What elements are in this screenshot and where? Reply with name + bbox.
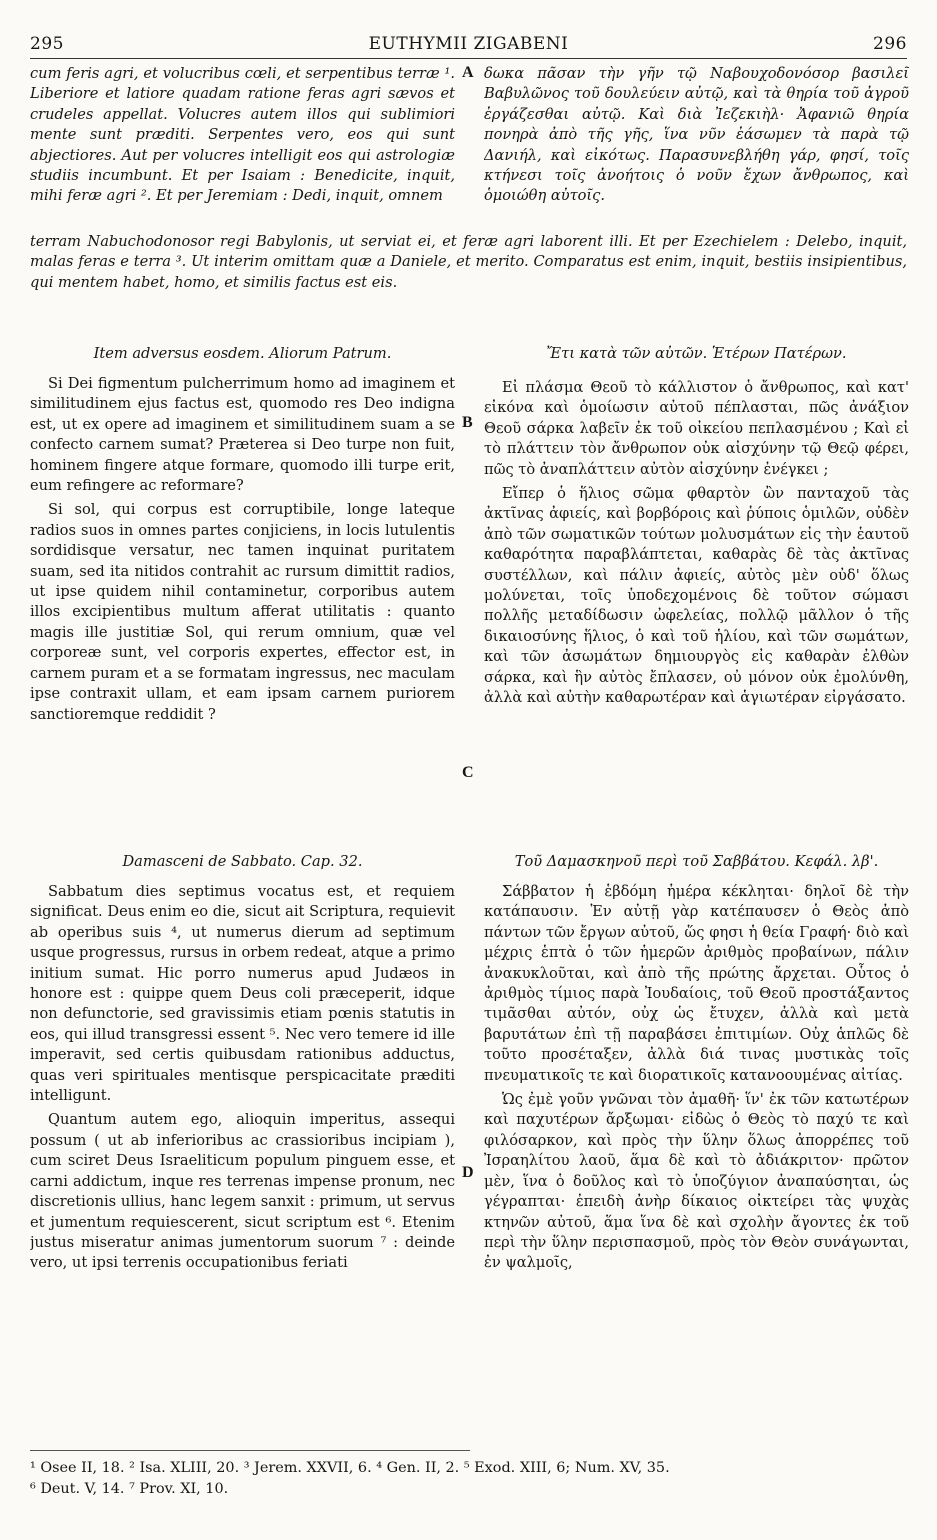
greek-paragraph: Σάββατον ἡ ἑβδόμη ἡμέρα κέκληται· δηλοῖ δὲ τὴν κατάπαυσιν. Ἐν αὐτῇ γὰρ κατέπαυσεν ὁ Θεὸς ἀπὸ πάντων τῶν ἔργων αὐτοῦ, ὥς φησι ἡ θεία Γραφή· διὸ καὶ μέχρις ἑπτὰ ὁ τῶν ἡμερῶν ἀριθμὸς προβαίνων, πάλιν ἀνακυκλοῦται, καὶ ἀπὸ τῆς πρώτης ἄρχεται. Οὗτος ὁ ἀριθμὸς τίμιος παρὰ Ἰουδαίοις, τοῦ Θεοῦ προστάξαντος τιμᾶσθαι αὐτόν, οὐχ ὡς ἔτυχεν, ἀλλὰ καὶ μετὰ βαρυτάτων ἐπὶ τῇ παραβάσει ἐπιτιμίων. Οὐχ ἁπλῶς δὲ τοῦτο προσέταξεν, ἀλλὰ διά τινας μυστικὰς τοῖς πνευματικοῖς τε καὶ διορατικοῖς κατανοουμένας αἰτίας. xyxy=(484,883,909,1084)
page-header xyxy=(30,34,907,59)
latin-paragraph: Si sol, qui corpus est corruptibile, longe lateque radios suos in omnes partes conjiciens, in locis lutulentis sordidisque versatur, nec tamen inquinat puritatem suam, sed ita nitidos contrahit ac rursum dimittit radios, ut ipse quidem nihil contaminetur, corporibus autem illos excipientibus multum afferat utilitatis : quanto magis ille justitiæ Sol, qui rerum omnium, quæ vel corporeæ sunt, vel corporis expertes, effector est, in carnem puram et a se formatam ingressus, nec maculam ipse contraxit ullam, et eam ipsam carnem puriorem sanctioremque reddidit ? xyxy=(30,501,455,723)
latin-paragraph: Sabbatum dies septimus vocatus est, et requiem significat. Deus enim eo die, sicut ait Scriptura, requievit ab operibus suis ⁴, ut numerus dierum ad septimum usque progressus, rursus in orbem redeat, atque a primo initium sumat. Hic porro numerus apud Judæos in honore est : quippe quem Deus coli præceperit, idque non defunctorie, sed gravissimis etiam pœnis statutis in eos, qui illud transgressi essent ⁵. Nec vero temere id ille imperavit, sed certis quibusdam rationibus adductus, quas veri spirituales mentisque perspicacitate præditi intelligunt. xyxy=(30,883,455,1105)
latin-column-top xyxy=(30,64,455,232)
margin-marker-d: D xyxy=(462,1164,474,1181)
footnotes xyxy=(30,1458,910,1500)
latin-full-width-continuation: terram Nabuchodonosor regi Babylonis, ut serviat ei, et feræ agri laborent illi. Et per Ezechielem : Delebo, inquit, malas feras e terra ³. Ut interim omittam quæ a Daniele, et merito. Comparatus est enim, inquit, bestiis insipientibus, qui mentem habet, homo, et similis factus est eis. xyxy=(30,233,907,291)
running-title: EUTHYMII ZIGABENI xyxy=(368,34,569,54)
footnote-rule xyxy=(30,1450,470,1451)
greek-column-top xyxy=(484,64,909,232)
footnote-line: ¹ Osee II, 18. ² Isa. XLIII, 20. ³ Jerem. XXVII, 6. ⁴ Gen. II, 2. ⁵ Exod. XIII, 6; Num. XV, 35. xyxy=(30,1460,670,1476)
latin-paragraph: Quantum autem ego, alioquin imperitus, assequi possum ( ut ab inferioribus ac crassioribus incipiam ), cum sciret Deus Israeliticum populum pinguem esse, et carni addictum, inque res terrenas impense pronum, nec discretionis ullius, hanc legem sanxit : primum, ut servus et jumentum requiescerent, sicut scriptum est ⁶. Etenim justus miseratur animas jumentorum suorum ⁷ : deinde vero, ut ipsi terrenis occupationibus feriati xyxy=(30,1111,455,1272)
greek-column-section1 xyxy=(484,378,909,838)
section-heading-greek: Ἔτι κατὰ τῶν αὐτῶν. Ἑτέρων Πατέρων. xyxy=(546,345,847,362)
margin-marker-b: B xyxy=(462,414,473,431)
section-heading-latin: Item adversus eosdem. Aliorum Patrum. xyxy=(93,345,392,362)
greek-column-section2 xyxy=(484,882,909,1438)
greek-paragraph: Εἰ πλάσμα Θεοῦ τὸ κάλλιστον ὁ ἄνθρωπος, καὶ κατ' εἰκόνα καὶ ὁμοίωσιν αὐτοῦ πέπλασται, πῶς ἀνάξιον Θεοῦ σάρκα λαβεῖν ἐκ τοῦ οἰκείου πεπλασμένου ; Καὶ εἰ τὸ πλάττειν τὸν ἄνθρωπον οὐκ αἰσχύνην τῷ Θεῷ φέρει, πῶς τὸ ἀναπλάττειν αὐτὸν αἰσχύνην ἐνέγκει ; xyxy=(484,379,909,478)
page-number-left: 295 xyxy=(30,34,64,54)
latin-paragraph: Si Dei figmentum pulcherrimum homo ad imaginem et similitudinem ejus factus est, quomodo res Deo indigna est, ut ex opere ad imaginem et similitudinem suam a se confecto carnem sumat? Præterea si Deo turpe non fuit, hominem fingere atque formare, quomodo illi turpe erit, eum refingere ac reformare? xyxy=(30,375,455,495)
greek-paragraph: Ὡς ἐμὲ γοῦν γνῶναι τὸν ἀμαθῆ· ἵν' ἐκ τῶν κατωτέρων καὶ παχυτέρων ἄρξωμαι· εἰδὼς ὁ Θεὸς τὸ παχύ τε καὶ φιλόσαρκον, καὶ πρὸς τὴν ὕλην ὅλως ἀπορρέπες τοῦ Ἰσραηλίτου λαοῦ, ἅμα δὲ καὶ τὸ ἀδιάκριτον· πρῶτον μὲν, ἵνα ὁ δοῦλος καὶ τὸ ὑποζύγιον ἀναπαύσηται, ὡς γέγραπται· ἐπειδὴ ἀνὴρ δίκαιος οἰκτείρει τὰς ψυχὰς κτηνῶν αὐτοῦ, ἅμα ἵνα δὲ καὶ σχολὴν ἄγοντες ἐκ τοῦ περὶ τὴν ὕλην περισπασμοῦ, πρὸς τὸν Θεὸν συνάγωνται, ἐν ψαλμοῖς, xyxy=(484,1091,909,1272)
section-heading-latin: Damasceni de Sabbato. Cap. 32. xyxy=(122,853,363,870)
latin-column-section2 xyxy=(30,882,455,1438)
margin-marker-a: A xyxy=(462,64,474,81)
greek-paragraph: Εἴπερ ὁ ἥλιος σῶμα φθαρτὸν ὢν πανταχοῦ τὰς ἀκτῖνας ἀφιείς, καὶ βορβόροις καὶ ῥύποις ὁμιλῶν, οὐδὲν ἀπὸ τῶν σωματικῶν τούτων μολυσμάτων εἰς τὴν ἑαυτοῦ καθαρότητα παραβλάπτεται, καθαρὰς δὲ τὰς ἀκτῖνας συστέλλων, καὶ πάλιν ἀφιείς, αὐτὸς μὲν οὐδ' ὅλως μολύνεται, τοῖς ὑποδεχομένοις δὲ τοῦτον σώμασι πολλῆς μεταδίδωσιν ὠφελείας, πολλῷ μᾶλλον ὁ τῆς δικαιοσύνης ἥλιος, ὁ καὶ τοῦ ἡλίου, καὶ τῶν σωμάτων, καὶ τῶν ἀσωμάτων δημιουργὸς εἰς καθαρὰν ἐλθὼν σάρκα, καὶ ἣν αὐτὸς ἔπλασεν, οὐ μόνον οὐκ ἐμολύνθη, ἀλλὰ καὶ αὐτὴν καθαρωτέραν καὶ ἁγιωτέραν εἰργάσατο. xyxy=(484,485,909,707)
margin-marker-c: C xyxy=(462,764,474,781)
latin-column-section1 xyxy=(30,374,455,844)
latin-paragraph: cum feris agri, et volucribus cœli, et serpentibus terræ ¹. Liberiore et latiore quadam ratione feras agri sævos et crudeles appellat. Volucres autem illos qui sublimiori mente sunt præditi. Serpentes vero, eos qui sunt abjectiores. Aut per volucres intelligit eos qui astrologiæ studiis incumbunt. Et per Isaiam : Benedicite, inquit, mihi feræ agri ². Et per Jeremiam : Dedi, inquit, omnem xyxy=(30,65,455,205)
section-heading-greek: Τοῦ Δαμασκηνοῦ περὶ τοῦ Σαββάτου. Κεφάλ. λβ'. xyxy=(514,853,879,870)
footnote-line: ⁶ Deut. V, 14. ⁷ Prov. XI, 10. xyxy=(30,1481,229,1497)
greek-paragraph: δωκα πᾶσαν τὴν γῆν τῷ Ναβουχοδονόσορ βασιλεῖ Βαβυλῶνος τοῦ δουλεύειν αὐτῷ, καὶ τὰ θηρία τοῦ ἀγροῦ ἐργάζεσθαι αὐτῷ. Καὶ διὰ Ἰεζεκιὴλ· Ἀφανιῶ θηρία πονηρὰ ἀπὸ τῆς γῆς, ἵνα νῦν ἐάσωμεν τὰ παρὰ τῷ Δανιήλ, καὶ εἰκότως. Παρασυνεβλήθη γάρ, φησί, τοῖς κτήνεσι τοῖς ἀνοήτοις ὁ νοῦν ἔχων ἄνθρωπος, καὶ ὁμοιώθη αὐτοῖς. xyxy=(484,65,909,205)
page-number-right: 296 xyxy=(873,34,907,54)
